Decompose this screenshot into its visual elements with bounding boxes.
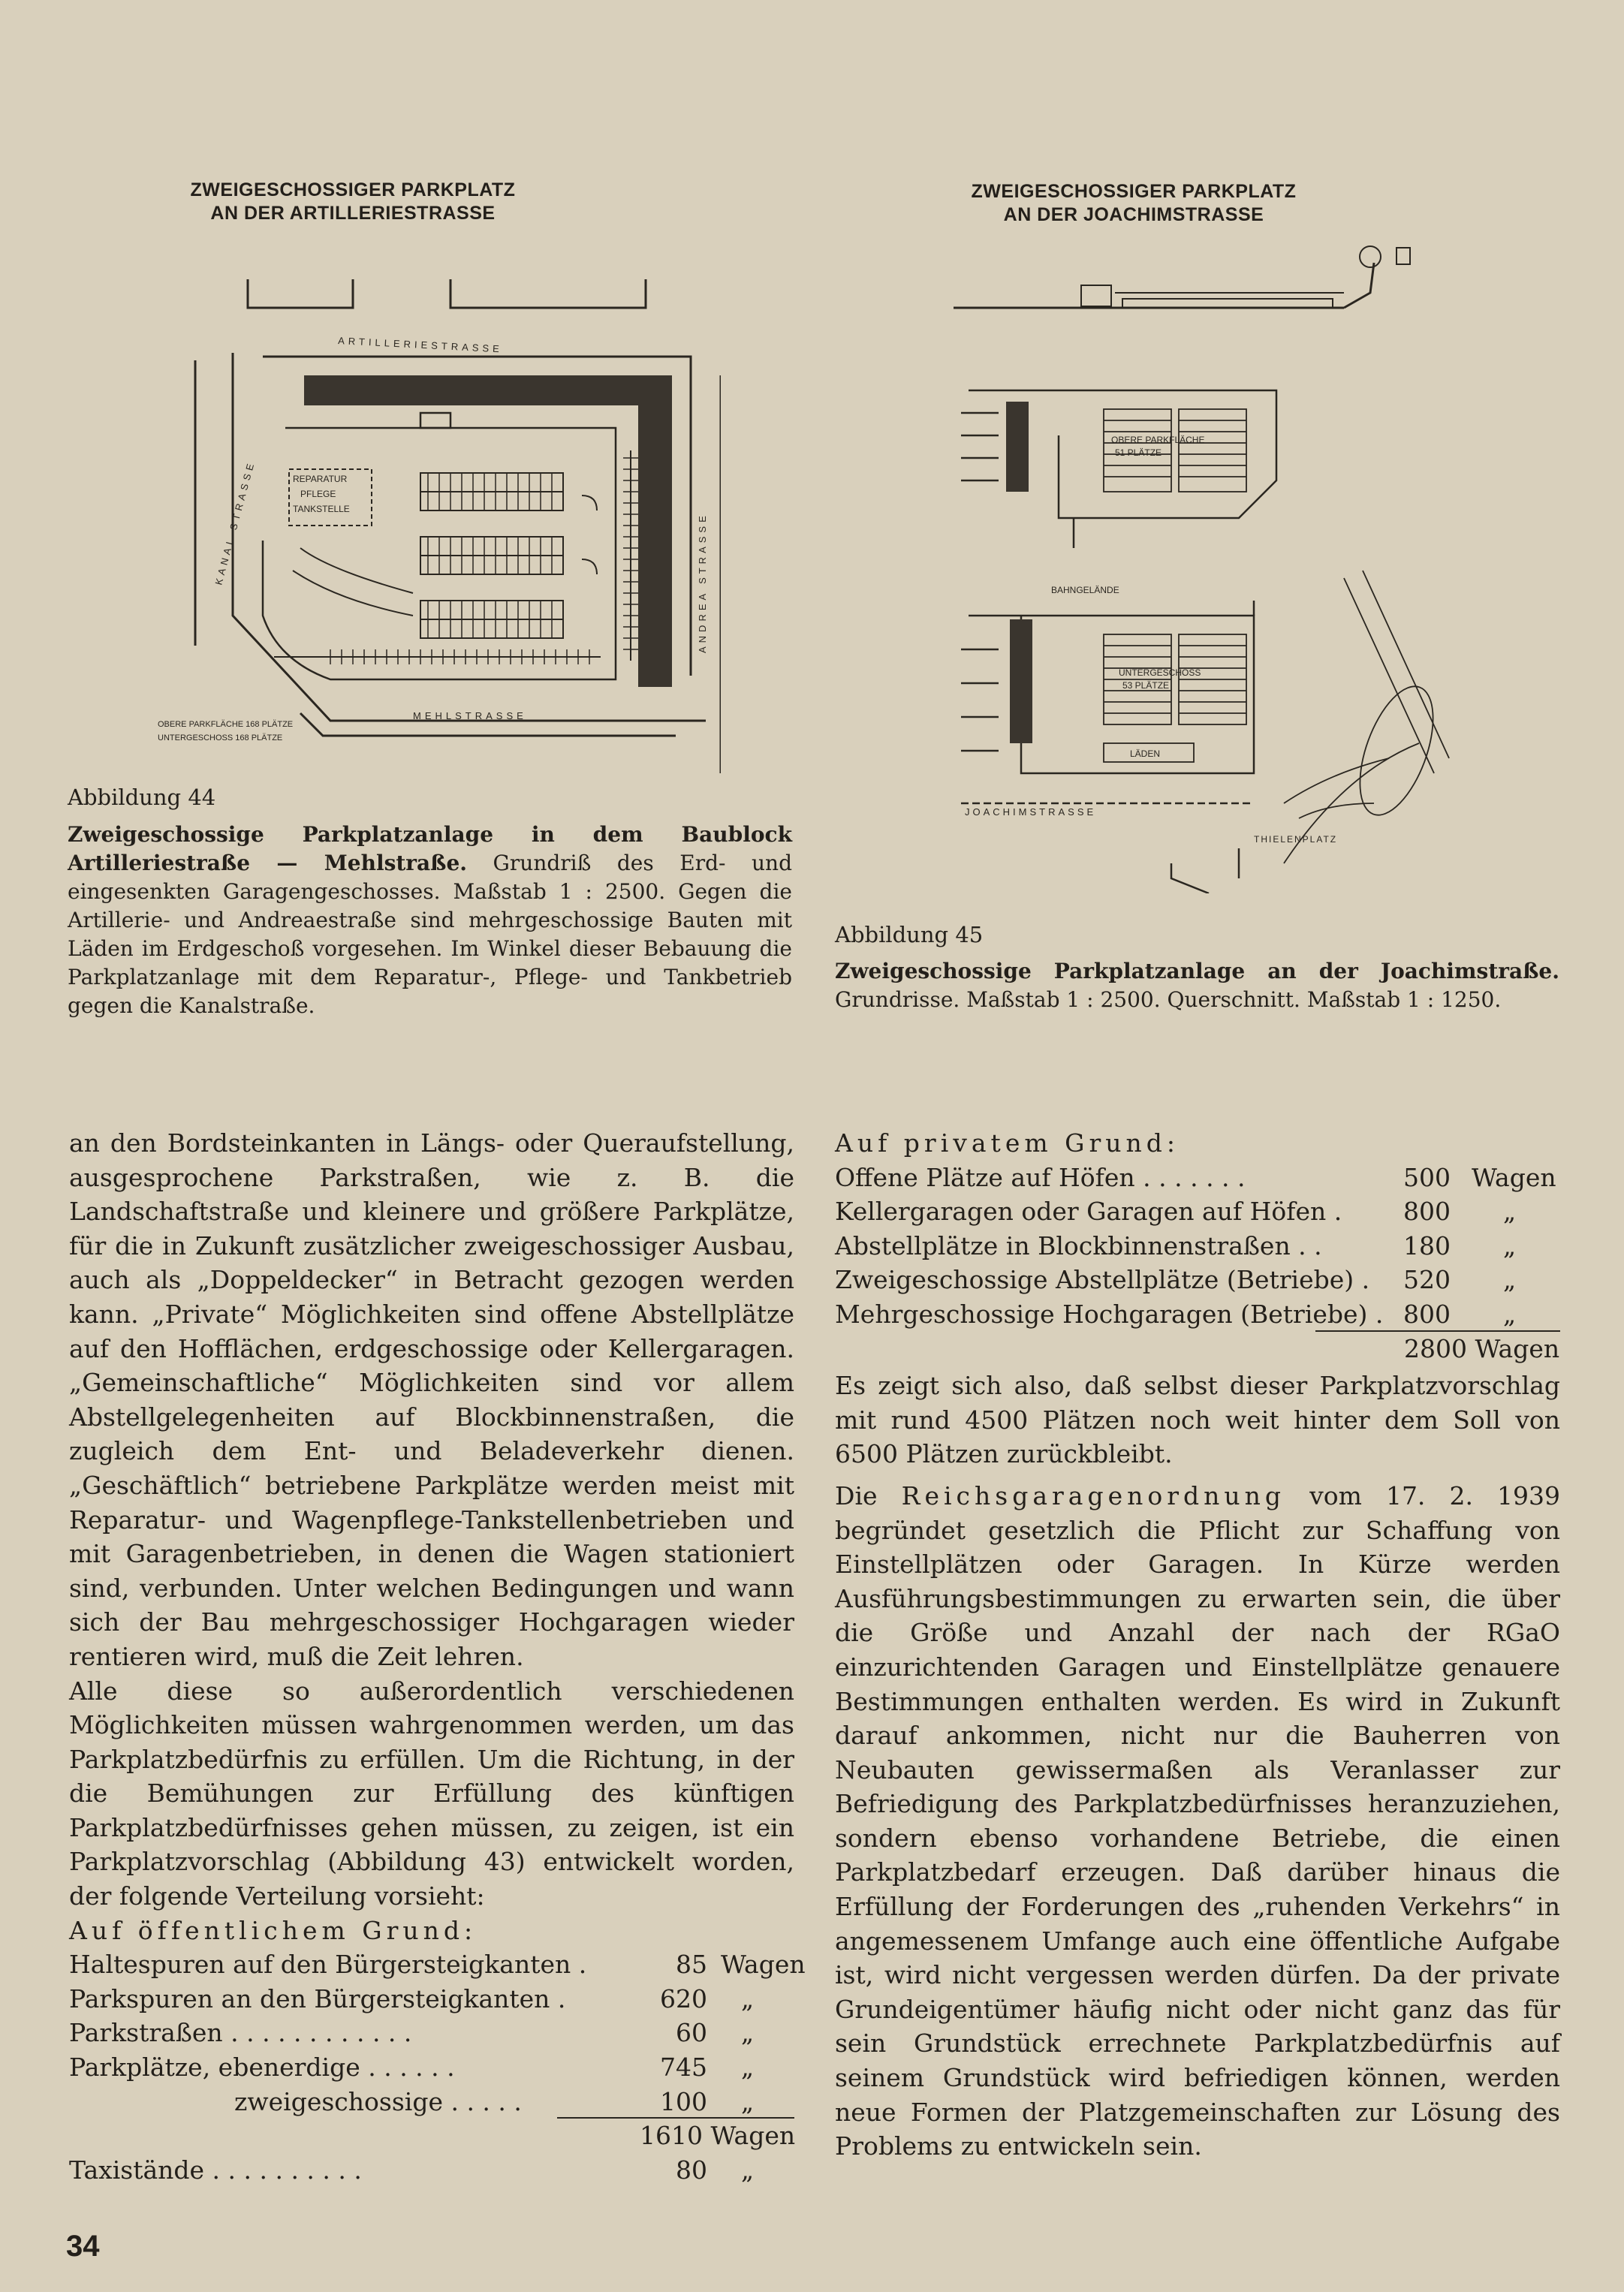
table-row	[69, 2016, 794, 2050]
row-label: Kellergaragen oder Garagen auf Höfen .	[835, 1197, 1342, 1227]
table-row	[835, 1297, 1560, 1332]
row-label: Parkspuren an den Bürgersteigkanten .	[69, 1983, 566, 2013]
label-pflege: PFLEGE	[300, 489, 336, 499]
row-value: 85	[676, 1950, 707, 1980]
private-total: 2800 Wagen	[1404, 1333, 1560, 1363]
figure-44-title	[150, 179, 556, 225]
row-unit: „	[1503, 1230, 1517, 1260]
left-paragraph-1: an den Bordsteinkanten in Längs- oder Queraufstellung, ausgesprochene Parkstraßen, wie z. B. die Landschaftstraße und kleinere und größere Parkplätze, für die in Zukunft zusätzlicher zweigeschossiger Ausbau, auch als „Doppeldecker“ in Betracht gezogen werden kann. „Private“ Möglichkeiten sind offene Abstellplätze auf den Hofflächen, erdgeschossige oder Kellergaragen. „Gemeinschaftliche“ Möglichkeiten sind vor allem Abstellgelegenheiten auf Blockbinnenstraßen, die zugleich dem Ent- und Beladeverkehr dienen. „Geschäftlich“ betriebene Parkplätze werden meist mit Reparatur- und Wagenpflege-Tankstellenbetrieben und mit Garagenbetrieben, in denen die Wagen stationiert sind, verbunden. Unter welchen Bedingungen und wann sich der Bau mehrgeschossiger Hochgaragen wieder rentieren wird, muß die Zeit lehren.	[69, 1128, 794, 1671]
taxi-label: Taxistände . . . . . . . . . .	[69, 2155, 362, 2185]
row-value: 180	[1403, 1230, 1451, 1260]
row-value: 800	[1403, 1197, 1451, 1227]
public-total-row	[69, 2119, 794, 2153]
label-thielenplatz: THIELENPLATZ	[1254, 834, 1338, 845]
row-label: Abstellplätze in Blockbinnenstraßen . .	[835, 1230, 1322, 1260]
table-row	[835, 1229, 1560, 1263]
label-andreastrasse: ANDREA STRASSE	[697, 512, 708, 653]
label-unter-plaetze: 53 PLÄTZE	[1122, 680, 1170, 691]
table-row	[835, 1263, 1560, 1297]
figure-44-site-plan	[150, 270, 721, 773]
table-row	[835, 1194, 1560, 1229]
row-unit: „	[741, 2053, 755, 2083]
taxi-row	[69, 2153, 794, 2188]
row-value: 800	[1403, 1299, 1451, 1329]
figure-44-title-line1: ZWEIGESCHOSSIGER PARKPLATZ	[190, 179, 516, 200]
label-reparatur: REPARATUR	[293, 474, 348, 484]
row-label: Mehrgeschossige Hochgaragen (Betriebe) .	[835, 1299, 1384, 1329]
label-untergeschoss: UNTERGESCHOSS	[1119, 667, 1201, 678]
table-row	[69, 2050, 794, 2085]
figure-45-caption-text: Grundrisse. Maßstab 1 : 2500. Querschnitt. Maßstab 1 : 1250.	[835, 987, 1502, 1012]
figure-45-caption	[835, 957, 1559, 1014]
private-total-row	[835, 1332, 1560, 1366]
label-laeden: LÄDEN	[1130, 748, 1161, 759]
left-paragraph-2: Alle diese so außerordentlich verschiedenen Möglichkeiten müssen wahrgenommen werden, um das Parkplatzbedürfnis zu erfüllen. Um die Richtung, in der die Bemühungen zur Erfüllung des künftigen Parkplatzbedürfnisses gehen müssen, zu zeigen, ist ein Parkplatzvorschlag (Abbildung 43) entwickelt worden, der folgende Verteilung vorsieht:	[69, 1676, 794, 1911]
right-column	[835, 1126, 1560, 2164]
figure-44-caption-number: Abbildung 44	[68, 785, 216, 810]
row-unit: Wagen	[721, 1950, 806, 1980]
row-value: 745	[660, 2053, 707, 2083]
figure-44-title-line2: AN DER ARTILLERIESTRASSE	[210, 203, 496, 224]
paragraph-2-text: vom 17. 2. 1939 begründet gesetzlich die Pflicht zur Schaffung von Einstellplätzen oder Garagen. In Kürze werden Ausführungsbestimmungen zu erwarten sein, die über die Größe und Anzahl der nach der RGaO einzurichtenden Garagen und Einstellplätze genauere Bestimmungen enthalten werden. Es wird in Zukunft darauf ankommen, nicht nur die Bauherren von Neubauten gewissermaßen als Veranlasser zur Befriedigung des Parkplatzbedürfnisses heranzuziehen, sondern ebenso vorhandene Betriebe, die einen Parkplatzbedarf erzeugen. Daß darüber hinaus die Erfüllung der Forderungen des „ruhenden Verkehrs“ in angemessenem Umfange auch eine öffentliche Aufgabe ist, wird nicht vergessen werden dürfen. Da der private Grundeigentümer häufig nicht oder nicht ganz das für sein Grundstück errechnete Parkplatzbedürfnis auf seinem Grundstück wird befriedigen können, werden neue Formen der Platzgemeinschaften zur Lösung des Problems zu entwickeln sein.	[835, 1480, 1560, 2161]
table-row	[835, 1161, 1560, 1195]
row-unit: „	[741, 2086, 755, 2116]
label-obere-plaetze: 51 PLÄTZE	[1115, 447, 1162, 458]
row-value: 520	[1403, 1265, 1451, 1295]
public-total: 1610 Wagen	[640, 2121, 796, 2151]
paragraph-2-lead: Die	[835, 1480, 878, 1510]
figure-45-caption-bold: Zweigeschossige Parkplatzanlage an der Joachimstraße.	[835, 959, 1559, 983]
figure-44-caption	[68, 821, 792, 1020]
label-obere-parkflaeche: OBERE PARKFLÄCHE	[1111, 435, 1205, 445]
page-number: 34	[66, 2230, 100, 2263]
taxi-unit: „	[741, 2155, 755, 2185]
label-artilleriestrasse: ARTILLERIESTRASSE	[337, 335, 504, 355]
private-table-heading: Auf privatem Grund:	[835, 1128, 1180, 1158]
label-tankstelle: TANKSTELLE	[293, 504, 350, 514]
row-unit: „	[741, 2018, 755, 2048]
row-unit: „	[1503, 1299, 1517, 1329]
table-row	[69, 1947, 806, 1982]
row-label: Parkplätze, ebenerdige . . . . . .	[69, 2053, 455, 2083]
row-label: Zweigeschossige Abstellplätze (Betriebe) .	[835, 1265, 1370, 1295]
label-kanalstrasse: KANAL STRASSE	[212, 459, 258, 586]
table-row	[69, 1982, 794, 2016]
private-table	[835, 1161, 1560, 1332]
legend-untergeschoss: UNTERGESCHOSS 168 PLÄTZE	[158, 733, 283, 742]
figure-45-title-line1: ZWEIGESCHOSSIGER PARKPLATZ	[971, 181, 1297, 202]
left-column	[69, 1126, 806, 2187]
public-table	[69, 1947, 806, 2119]
figure-44-caption-text: Grundriß des Erd- und eingesenkten Garagengeschosses. Maßstab 1 : 2500. Gegen die Artillerie- und Andreaestraße sind mehrgeschossige Bauten mit Läden im Erdgeschoß vorgesehen. Im Winkel dieser Bebauung die Parkplatzanlage mit dem Reparatur-, Pflege- und Tankbetrieb gegen die Kanalstraße.	[68, 851, 792, 1018]
row-label: Offene Plätze auf Höfen . . . . . . .	[835, 1162, 1246, 1192]
figure-44-caption-bold: Zweigeschossige Parkplatzanlage in dem Baublock Artilleriestraße — Mehlstraße.	[68, 822, 792, 875]
row-value: 620	[660, 1983, 707, 2013]
label-mehlstrasse: MEHLSTRASSE	[413, 710, 527, 721]
label-bahngelaende: BAHNGELÄNDE	[1051, 585, 1119, 595]
reichsgaragenordnung: Reichsgaragenordnung	[901, 1480, 1286, 1510]
row-value: 500	[1403, 1162, 1451, 1192]
row-value: 60	[676, 2018, 707, 2048]
row-value: 100	[660, 2086, 707, 2116]
legend-obere-parkflaeche: OBERE PARKFLÄCHE 168 PLÄTZE	[158, 720, 294, 729]
right-paragraph-2	[835, 1479, 1560, 2164]
table-row	[69, 2085, 794, 2119]
row-label: Haltespuren auf den Bürgersteigkanten .	[69, 1950, 587, 1980]
row-unit: „	[741, 1983, 755, 2013]
figure-45-title-line2: AN DER JOACHIMSTRASSE	[1003, 204, 1264, 225]
figure-45-title	[931, 180, 1336, 227]
right-paragraph-1: Es zeigt sich also, daß selbst dieser Parkplatzvorschlag mit rund 4500 Plätzen noch weit hinter dem Soll von 6500 Plätzen zurückbleibt.	[835, 1371, 1560, 1469]
taxi-value: 80	[676, 2155, 707, 2185]
label-joachimstrasse: JOACHIMSTRASSE	[965, 806, 1097, 818]
row-label: zweigeschossige . . . . .	[234, 2086, 522, 2116]
figure-45-caption-number: Abbildung 45	[835, 922, 984, 947]
figure-45-plans	[954, 233, 1479, 893]
row-unit: Wagen	[1472, 1162, 1556, 1192]
row-unit: „	[1503, 1197, 1517, 1227]
row-label: Parkstraßen . . . . . . . . . . . .	[69, 2018, 412, 2048]
public-table-heading: Auf öffentlichem Grund:	[69, 1915, 478, 1945]
row-unit: „	[1503, 1265, 1517, 1295]
